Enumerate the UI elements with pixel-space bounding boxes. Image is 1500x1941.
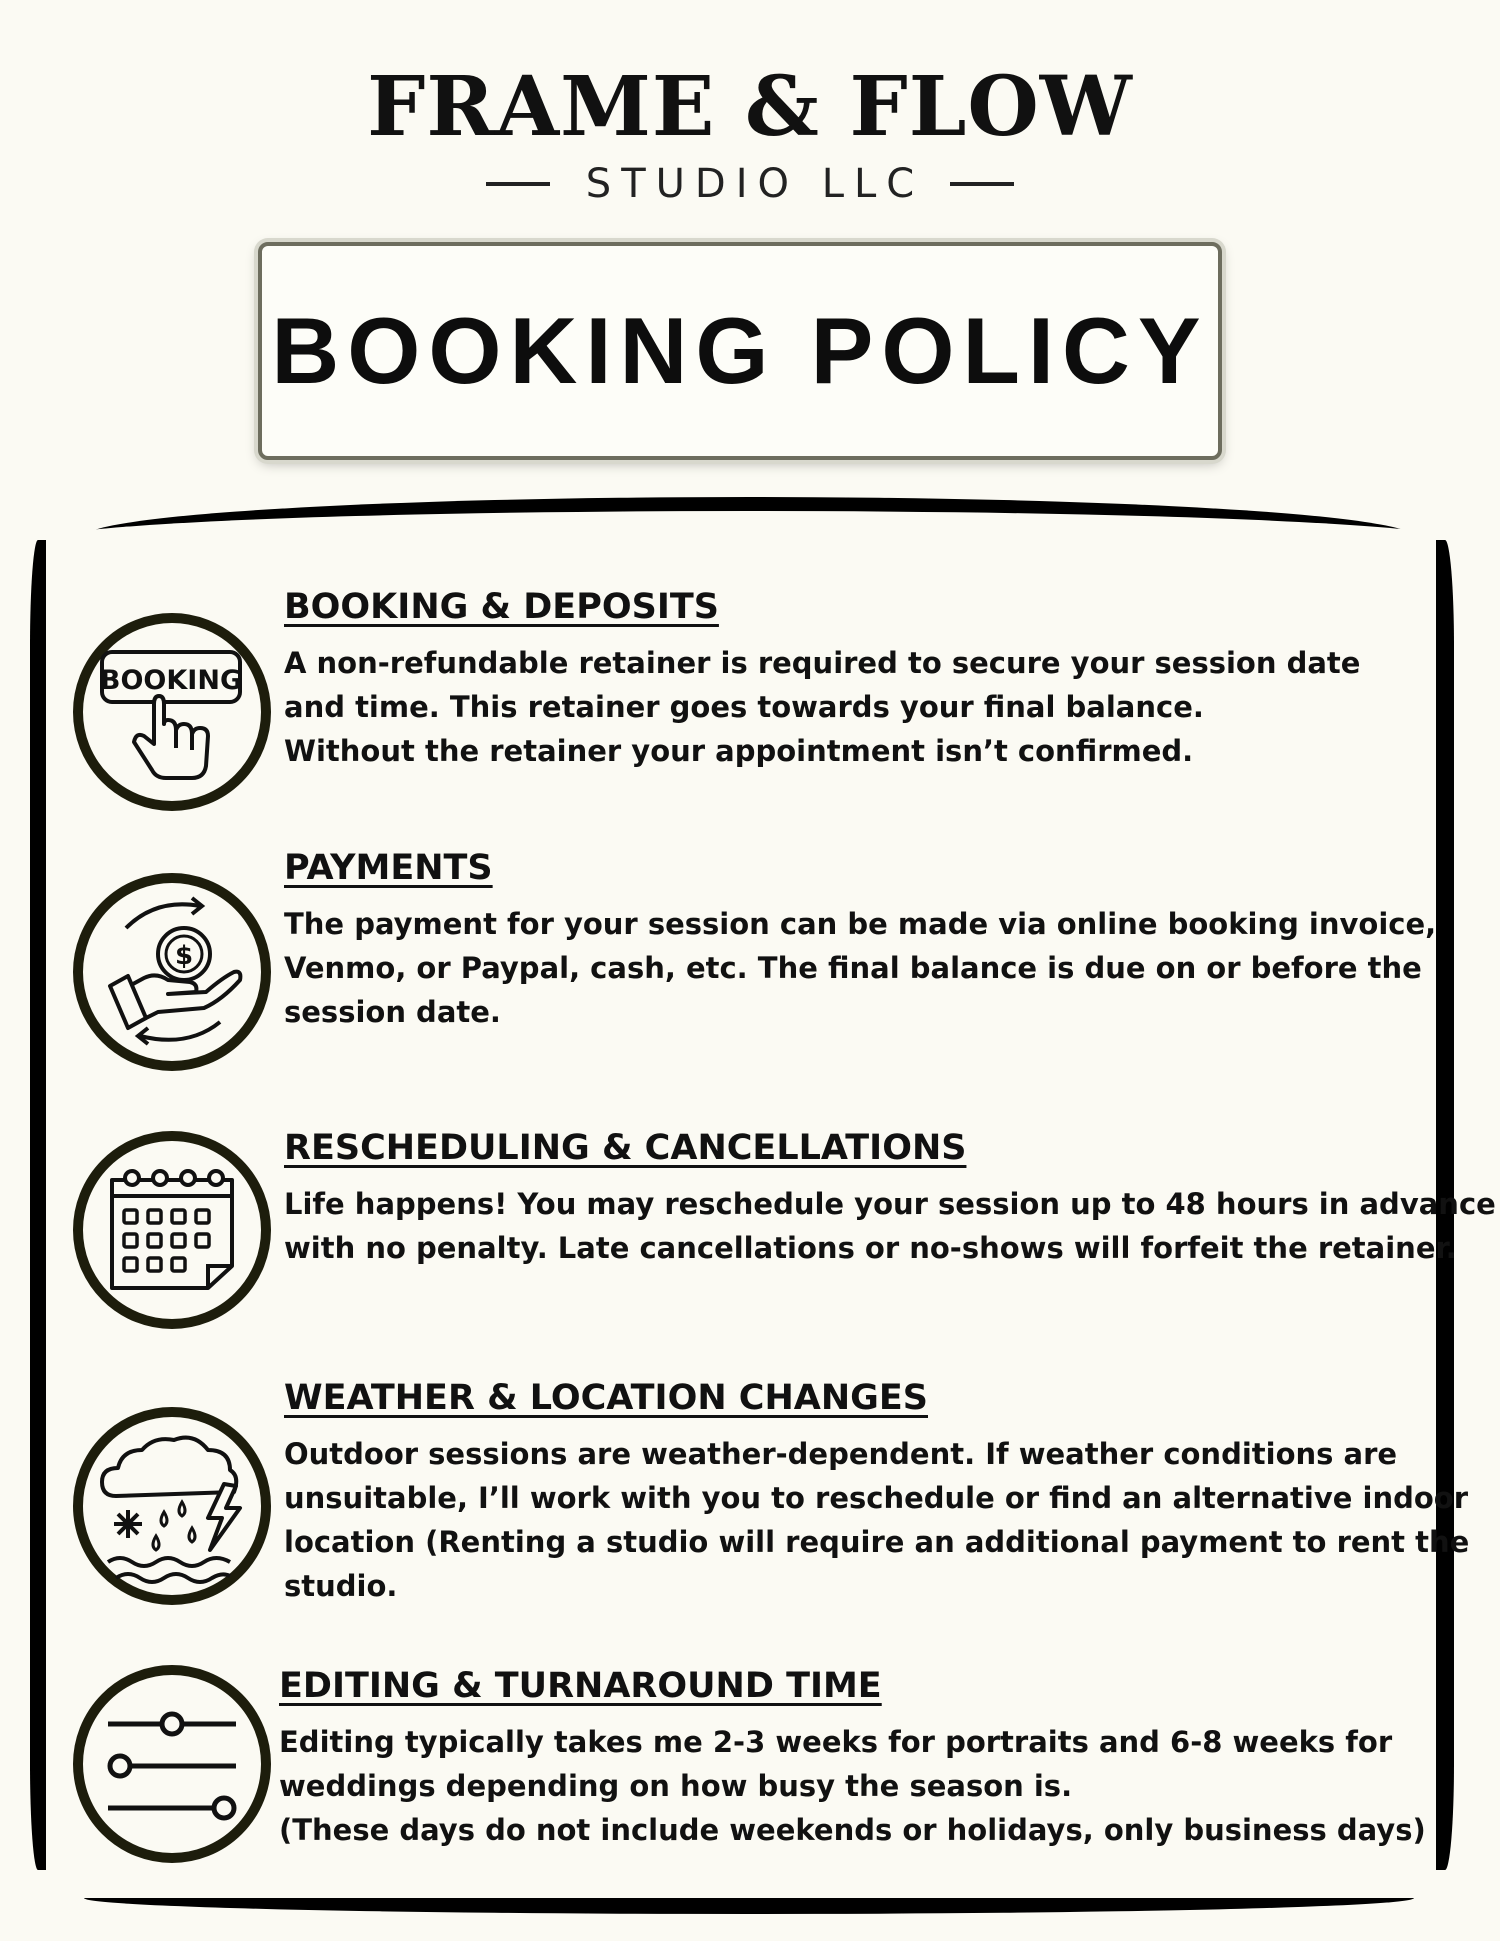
dollar-sign: $ [174, 941, 194, 971]
section-line: studio. [284, 1569, 398, 1603]
section-line: weddings depending on how busy the season is. [279, 1769, 1073, 1803]
page-title: BOOKING POLICY [271, 298, 1209, 403]
section-text [284, 585, 1474, 773]
section-line: unsuitable, I’ll work with you to reschedule or find an alternative indoor [284, 1481, 1469, 1515]
section-heading: BOOKING & DEPOSITS [284, 587, 719, 627]
brand-logo [0, 59, 1500, 207]
section-line: Venmo, or Paypal, cash, etc. The final balance is due on or before the [284, 951, 1422, 985]
calendar-icon [72, 1130, 272, 1330]
section-line: Without the retainer your appointment isn’t confirmed. [284, 734, 1194, 768]
brand-subtitle-row [0, 162, 1500, 206]
section-text [279, 1664, 1469, 1852]
brand-name: FRAME & FLOW [367, 59, 1133, 155]
section-text [284, 846, 1474, 1034]
section-line: session date. [284, 995, 501, 1029]
booking-hand-icon [72, 612, 272, 812]
brand-subtitle: STUDIO LLC [585, 161, 925, 207]
section-line: Outdoor sessions are weather-dependent. If weather conditions are [284, 1437, 1398, 1471]
section-line: Editing typically takes me 2-3 weeks for portraits and 6-8 weeks for [279, 1725, 1393, 1759]
section-line: (These days do not include weekends or holidays, only business days) [279, 1813, 1426, 1847]
section-heading: RESCHEDULING & CANCELLATIONS [284, 1128, 967, 1168]
section-line: location (Renting a studio will require an additional payment to rent the [284, 1525, 1470, 1559]
sliders-icon [72, 1664, 272, 1864]
title-box [258, 242, 1222, 460]
section-text [284, 1126, 1496, 1270]
section-heading: EDITING & TURNAROUND TIME [279, 1666, 882, 1706]
weather-icon [72, 1406, 272, 1606]
section-text [284, 1376, 1474, 1608]
section-line: and time. This retainer goes towards your final balance. [284, 690, 1204, 724]
section-line: with no penalty. Late cancellations or no-shows will forfeit the retainer. [284, 1231, 1457, 1265]
subtitle-rule-right [950, 182, 1014, 186]
content-frame-left [30, 540, 46, 1870]
section-heading: WEATHER & LOCATION CHANGES [284, 1378, 928, 1418]
booking-icon-label: BOOKING [99, 665, 243, 696]
section-line: Life happens! You may reschedule your session up to 48 hours in advance [284, 1187, 1496, 1221]
content-frame-bottom [84, 1898, 1414, 1914]
payment-hand-icon [72, 872, 272, 1072]
section-line: A non-refundable retainer is required to secure your session date [284, 646, 1361, 680]
subtitle-rule-left [486, 182, 550, 186]
section-line: The payment for your session can be made via online booking invoice, [284, 907, 1437, 941]
section-heading: PAYMENTS [284, 848, 493, 888]
